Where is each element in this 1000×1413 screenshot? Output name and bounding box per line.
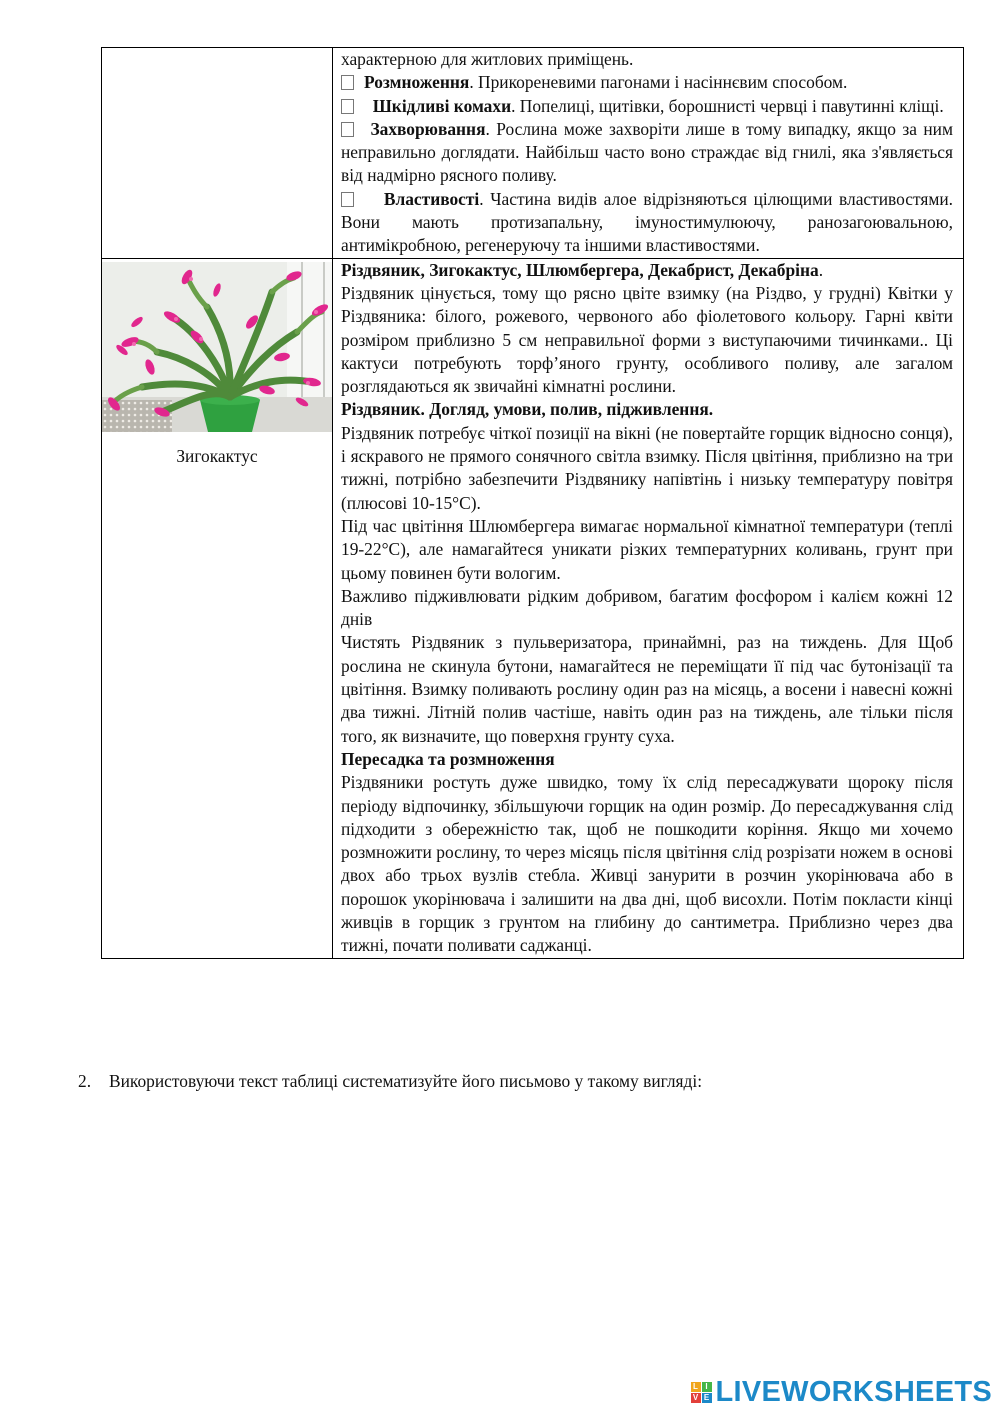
empty-cell bbox=[102, 48, 333, 259]
bullet-box-icon bbox=[341, 99, 354, 114]
image-caption: Зигокактус bbox=[176, 445, 258, 466]
care-heading: Різдвяник. Догляд, умови, полив, підживлення. bbox=[341, 399, 714, 420]
logo-wordmark: LIVEWORKSHEETS bbox=[715, 1375, 992, 1408]
paragraph-diseases: Захворювання. Рослина може захворіти лише в тому випадку, якщо за ним неправильно доглядати. Найбільш часто воно страждає від гнилі, яка з'являється від надмірно рясного поливу. bbox=[341, 118, 953, 186]
task-text: Використовуючи текст таблиці систематизуйте його письмово у такому вигляді: bbox=[109, 1071, 703, 1091]
table-row bbox=[102, 48, 964, 259]
zygocactus-photo bbox=[102, 262, 332, 432]
paragraph-care-feeding: Важливо підживлювати рідким добривом, багатим фосфором і калієм кожні 12 днів bbox=[341, 585, 953, 630]
image-cell bbox=[102, 258, 333, 958]
task-number: 2. bbox=[78, 1071, 92, 1091]
paragraph-care-temperature: Під час цвітіння Шлюмбергера вимагає нормальної кімнатної температури (теплі 19-22°С), але намагайтеся уникати різких температурних коливань, грунт при цьому повинен бути вологим. bbox=[341, 515, 953, 583]
transplant-heading: Пересадка та розмноження bbox=[341, 748, 555, 769]
paragraph-care-light: Різдвяник потребує чіткої позиції на вікні (не повертайте горщик відносно сонця), і яскравого не прямого сонячного світла взимку. Після цвітіння, приблизно на три тижні, потрібно забезпечити Різдвянику напівтінь і низьку температуру повітря (плюсові 10-15°С). bbox=[341, 422, 953, 513]
task-2 bbox=[78, 1070, 702, 1093]
paragraph-pests: Шкідливі комахи. Попелиці, щитівки, борошнисті червці і павутинні кліщі. bbox=[341, 95, 953, 118]
plants-table bbox=[101, 47, 964, 959]
christmas-cactus-illustration bbox=[102, 262, 332, 432]
bullet-box-icon bbox=[341, 75, 354, 90]
logo-tiles-icon: L I V E bbox=[691, 1382, 712, 1403]
liveworksheets-logo bbox=[691, 1377, 993, 1407]
bullet-box-icon bbox=[341, 192, 354, 207]
paragraph-propagation: Розмноження. Прикореневими пагонами і насіннєвим способом. bbox=[341, 71, 953, 94]
paragraph-overview: Різдвяник цінується, тому що рясно цвіте взимку (на Різдво, у грудні) Квітки у Різдвяника: білого, рожевого, червоного або фіолетового кольору. Гарні квіти розміром приблизно 5 см неправильної форми з виступаючими тичинками.. Ці кактуси потребують торф’яного грунту, особливого поливу, але загалом розглядаються як звичайні кімнатні рослини. bbox=[341, 282, 953, 397]
aloe-description-cell bbox=[333, 48, 964, 259]
paragraph-care-watering: Чистять Різдвяник з пульверизатора, принаймні, раз на тиждень. Для Щоб рослина не скинула бутони, намагайтеся не переміщати її під час бутонізації та цвітіння. Взимку поливають рослину один раз на місяць, а восени і навесні кожні два тижні. Літній полив частіше, навіть один раз на тиждень, але тільки після того, як визначите, що поверхня грунту суха. bbox=[341, 632, 953, 746]
paragraph-intro: характерною для житлових приміщень. bbox=[341, 49, 634, 69]
paragraph-properties: Властивості. Частина видів алое відрізняються цілющими властивостями. Вони мають протизапальну, імуностимулюючу, ранозагоювальною, антимікробною, регенеруючу та іншими властивостями. bbox=[341, 188, 954, 256]
bullet-box-icon bbox=[341, 122, 354, 137]
paragraph-transplant: Різдвяники ростуть дуже швидко, тому їх слід пересаджувати щороку після періоду відпочинку, збільшуючи горщик на один розмір. До пересаджування слід підходити з обережністю так, щоб не пошкодити коріння. Якщо ми хочемо розмножити рослину, то через місяць після цвітіння слід розрізати ножем в основі двох або трьох вузлів стебла. Живці занурити в розчин укорінювача або в порошок укорінювача і залишити на два дні, щоб висохли. Потім покласти кінці живців в горщик з грунтом на глибину до сантиметра. Приблизно через два тижні, почати поливати саджанці. bbox=[341, 772, 953, 956]
plant-names-heading: Різдвяник, Зигокактус, Шлюмбергера, Декабрист, Декабріна. bbox=[341, 259, 824, 280]
table-row bbox=[102, 258, 964, 958]
zygocactus-description-cell bbox=[333, 258, 964, 958]
